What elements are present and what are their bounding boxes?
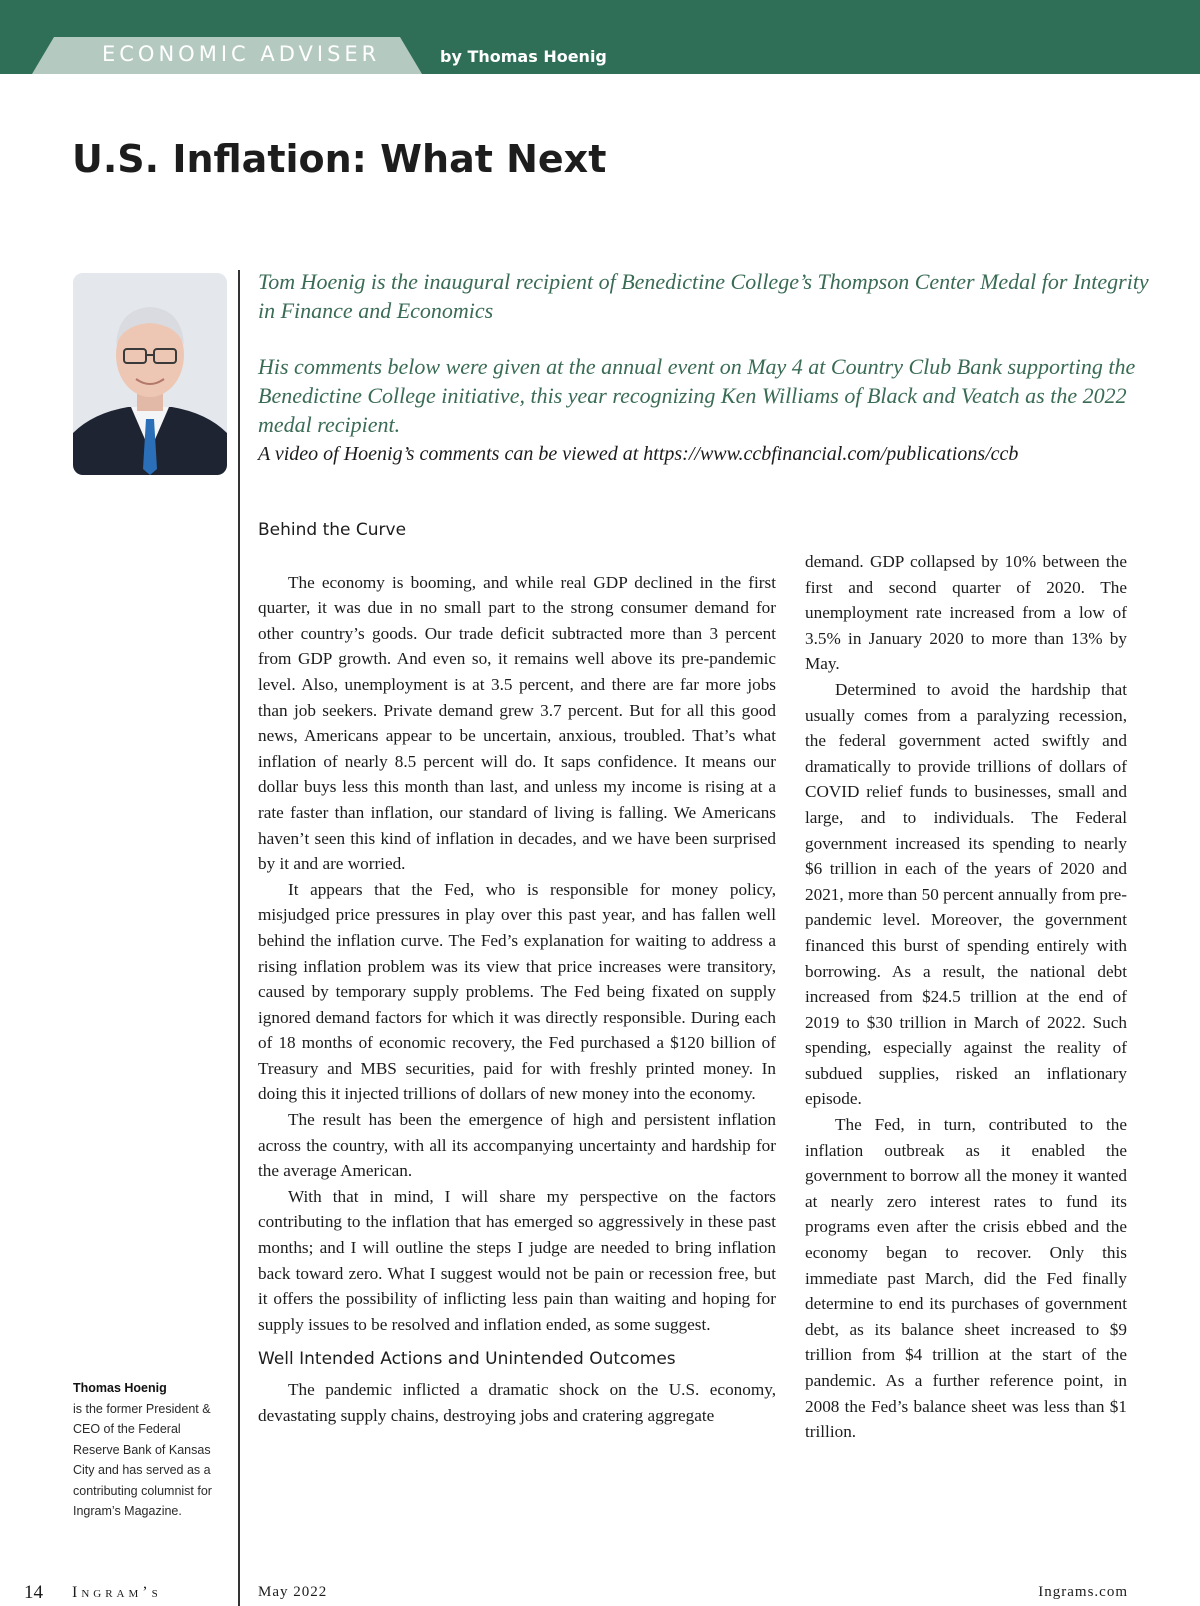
intro-event: His comments below were given at the annual event on May 4 at Country Club Bank supporting the Benedictine College initiative, this year recognizing Ken Williams of Black and Veatch as the 2022 medal recipient. bbox=[258, 354, 1136, 437]
section-heading: Well Intended Actions and Unintended Outcomes bbox=[258, 1349, 676, 1370]
article-intro bbox=[258, 268, 1158, 468]
issue-date: May 2022 bbox=[258, 1584, 328, 1600]
magazine-name: Ingram’s bbox=[72, 1584, 162, 1601]
paragraph: Determined to avoid the hardship that usually comes from a paralyzing recession, the federal government acted swiftly and dramatically to provide trillions of dollars of COVID relief funds to businesses, small and large, and to individuals. The Federal government increased its spending to nearly $6 trillion in each of the years of 2020 and 2021, more than 50 percent annually from pre-pandemic level. Moreover, the government financed this burst of spending entirely with borrowing. As a result, the national debt increased from $24.5 trillion at the end of 2019 to $30 trillion in March of 2022. Such spending, especially against the reality of subdued supplies, risked an inflationary episode. bbox=[805, 679, 1127, 1109]
intro-medal: Tom Hoenig is the inaugural recipient of Benedictine College’s Thompson Center Medal for Integrity in Finance and Economics bbox=[258, 269, 1149, 323]
article-column-1 bbox=[258, 518, 776, 1428]
bio-text: is the former President & CEO of the Federal Reserve Bank of Kansas City and has served as a contributing columnist for Ingram’s Magazine. bbox=[73, 1401, 212, 1518]
page-number: 14 bbox=[24, 1582, 43, 1603]
article-title: U.S. Inflation: What Next bbox=[72, 137, 607, 181]
paragraph-continued: demand. GDP collapsed by 10% between the first and second quarter of 2020. The unemployment rate increased from a low of 3.5% in January 2020 to more than 13% by May. bbox=[805, 552, 1127, 674]
paragraph: The result has been the emergence of high and persistent inflation across the country, with all its accompanying uncertainty and hardship for the average American. bbox=[258, 1110, 776, 1181]
paragraph: The Fed, in turn, contributed to the inflation outbreak as it enabled the government to borrow all the money it wanted at nearly zero interest rates to fund its programs even after the crisis ebbed and the economy began to recover. Only this immediate past March, did the Fed finally determine to end its purchases of government debt, as its balance sheet increased to $9 trillion from $4 trillion at the start of the pandemic. As a further reference point, in 2008 the Fed’s balance sheet was less than $1 trillion. bbox=[805, 1115, 1127, 1442]
paragraph: With that in mind, I will share my perspective on the factors contributing to the inflation that has emerged so aggressively in these past months; and I will outline the steps I judge are needed to bring inflation back toward zero. What I suggest would not be pain or recession free, but it offers the possibility of inflicting less pain than waiting and hoping for supply issues to be resolved and inflation ended, as some suggest. bbox=[258, 1186, 776, 1334]
article-column-2 bbox=[805, 549, 1127, 1445]
author-photo bbox=[73, 273, 227, 475]
bio-name: Thomas Hoenig bbox=[73, 1381, 167, 1395]
paragraph: It appears that the Fed, who is responsible for money policy, misjudged price pressures in play over this past year, and has fallen well behind the inflation curve. The Fed’s explanation for waiting to address a rising inflation problem was its view that price increases were transitory, caused by temporary supply problems. The Fed being fixated on supply ignored demand factors for which it was directly responsible. During each of 18 months of economic recovery, the Fed purchased a $120 billion of Treasury and MBS securities, paid for with freshly printed money. In doing this it injected trillions of dollars of new money into the economy. bbox=[258, 879, 776, 1104]
paragraph: The pandemic inflicted a dramatic shock on the U.S. economy, devastating supply chains, destroying jobs and cratering aggregate bbox=[258, 1380, 776, 1425]
column-divider bbox=[238, 270, 240, 1606]
paragraph: The economy is booming, and while real GDP declined in the first quarter, it was due in no small part to the strong consumer demand for other country’s goods. Our trade deficit subtracted more than 3 percent from GDP growth. And even so, it remains well above its pre-pandemic level. Also, unemployment is at 3.5 percent, and there are far more jobs than job seekers. Private demand grew 3.7 percent. But for all this good news, Americans appear to be uncertain, anxious, troubled. That’s what inflation of nearly 8.5 percent will do. It saps confidence. It means our dollar buys less this month than last, and unless my income is rising at a rate faster than inflation, our standard of living is falling. We Americans haven’t seen this kind of inflation in decades, and we have been surprised by it and are worried. bbox=[258, 572, 776, 874]
intro-video-note: A video of Hoenig’s comments can be viewed at https://www.ccbfinancial.com/publications/ccb bbox=[258, 442, 1019, 465]
section-heading: Behind the Curve bbox=[258, 520, 407, 540]
header-byline: by Thomas Hoenig bbox=[440, 47, 607, 66]
website: Ingrams.com bbox=[1038, 1584, 1128, 1600]
section-label: ECONOMIC ADVISER bbox=[102, 42, 381, 66]
author-bio bbox=[73, 1378, 223, 1522]
